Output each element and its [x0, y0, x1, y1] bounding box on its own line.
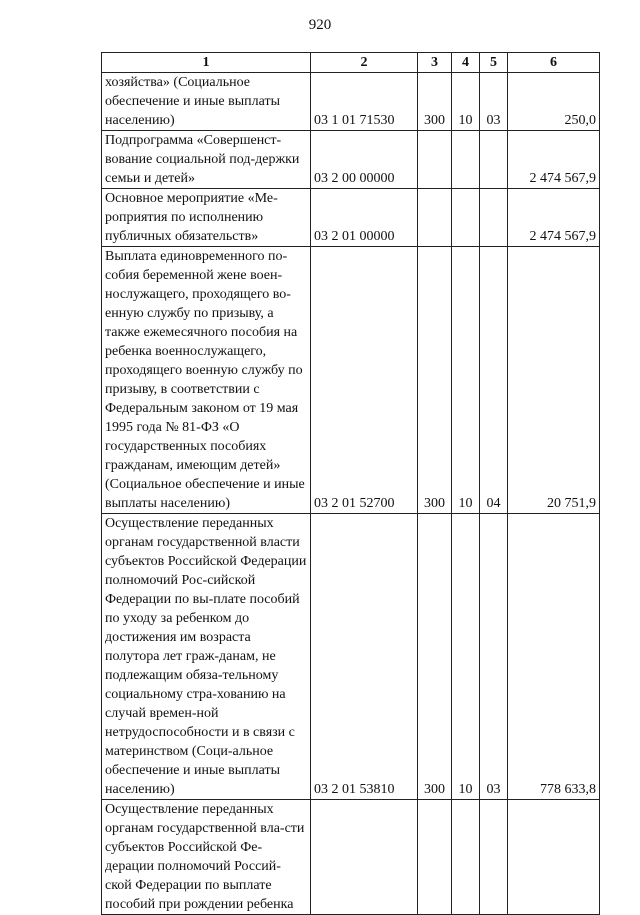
row-name: хозяйства» (Социальное обеспечение и иные выплаты населению): [102, 73, 311, 131]
row-code: 03 2 00 00000: [311, 131, 418, 189]
row-amount: 2 474 567,9: [508, 131, 600, 189]
row-name: Подпрограмма «Совершенст-вование социальной под-держки семьи и детей»: [102, 131, 311, 189]
row-amount: [508, 800, 600, 915]
header-col-6: 6: [508, 53, 600, 73]
row-code: 03 2 01 53810: [311, 514, 418, 800]
table-row: [102, 73, 600, 131]
row-col-3: 300: [418, 247, 452, 514]
row-name: Основное мероприятие «Ме-роприятия по исполнению публичных обязательств»: [102, 189, 311, 247]
header-col-1: 1: [102, 53, 311, 73]
table-row: [102, 247, 600, 514]
table-row: [102, 189, 600, 247]
row-code: [311, 800, 418, 915]
row-col-5: [480, 189, 508, 247]
row-amount: 250,0: [508, 73, 600, 131]
row-col-3: 300: [418, 514, 452, 800]
row-col-5: 03: [480, 514, 508, 800]
row-col-3: 300: [418, 73, 452, 131]
row-name: Осуществление переданных органам государственной власти субъектов Российской Федерации полномочий Рос-сийской Федерации по вы-плате пособий по уходу за ребенком до достижения им возраста полутора лет граж-данам, не подлежащим обяза-тельному социальному стра-хованию на случай времен-ной нетрудоспособности и в связи с материнством (Соци-альное обеспечение и иные выплаты населению): [102, 514, 311, 800]
row-col-4: 10: [452, 247, 480, 514]
row-code: 03 2 01 00000: [311, 189, 418, 247]
row-col-4: [452, 189, 480, 247]
budget-table: [101, 52, 600, 915]
row-code: 03 2 01 52700: [311, 247, 418, 514]
row-name: Выплата единовременного по-собия беременной жене воен-нослужащего, проходящего во-енную службу по призыву, а также ежемесячного пособия на ребенка военнослужащего, проходящего военную службу по призыву, в соответствии с Федеральным законом от 19 мая 1995 года № 81-ФЗ «О государственных пособиях гражданам, имеющим детей» (Социальное обеспечение и иные выплаты населению): [102, 247, 311, 514]
row-col-4: [452, 800, 480, 915]
page-number: 920: [308, 17, 332, 33]
row-amount: 778 633,8: [508, 514, 600, 800]
row-col-3: [418, 131, 452, 189]
row-col-4: 10: [452, 73, 480, 131]
table-row: [102, 514, 600, 800]
row-col-5: 03: [480, 73, 508, 131]
header-row: [102, 53, 600, 73]
table-row: [102, 800, 600, 915]
row-amount: 2 474 567,9: [508, 189, 600, 247]
header-col-5: 5: [480, 53, 508, 73]
row-col-3: [418, 189, 452, 247]
header-col-3: 3: [418, 53, 452, 73]
row-col-5: [480, 800, 508, 915]
row-name: Осуществление переданных органам государственной вла-сти субъектов Российской Фе-дерации полномочий Россий-ской Федерации по выплате пособий при рождении ребенка: [102, 800, 311, 915]
row-code: 03 1 01 71530: [311, 73, 418, 131]
row-col-5: [480, 131, 508, 189]
row-col-4: 10: [452, 514, 480, 800]
row-col-3: [418, 800, 452, 915]
row-amount: 20 751,9: [508, 247, 600, 514]
table-row: [102, 131, 600, 189]
header-col-2: 2: [311, 53, 418, 73]
row-col-5: 04: [480, 247, 508, 514]
row-col-4: [452, 131, 480, 189]
header-col-4: 4: [452, 53, 480, 73]
